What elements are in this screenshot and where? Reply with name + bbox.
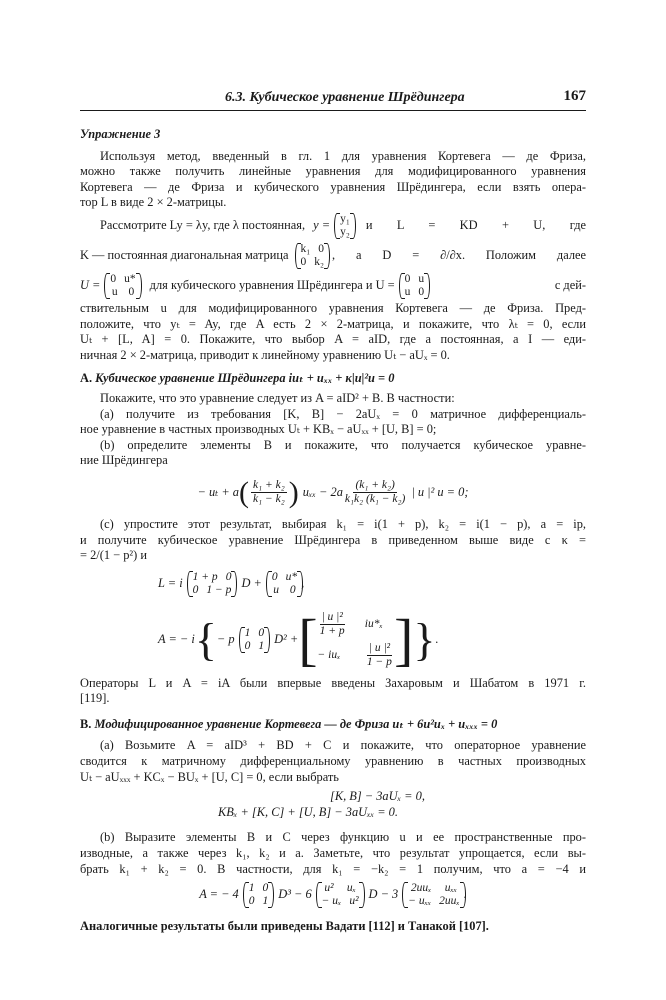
u-mid: для кубического уравнения Шрёдингера и U = <box>149 278 395 293</box>
fraction-numerator: | u |² <box>368 641 391 654</box>
matrix-cell: 0 <box>128 285 135 298</box>
fraction <box>345 479 405 506</box>
matrix-cell: 0 <box>262 882 269 895</box>
matrix-cell: 0 <box>300 255 307 268</box>
paragraph-line: Используя метод, введенный в гл. 1 для уравнения Кортевега — де Фриза, <box>100 148 586 163</box>
fraction <box>251 479 287 506</box>
matrix-cell: − uₓ <box>321 895 342 908</box>
bracket-open: [ <box>298 606 318 672</box>
paragraph-line: [119]. <box>80 691 110 706</box>
matrix-cell: 0 <box>318 242 325 255</box>
eq-p-term: − p <box>216 631 235 646</box>
section-b-heading <box>80 717 586 733</box>
paragraph-line: (a) Возьмите A = aID³ + BD + C и покажите, что операторное уравнение <box>100 738 586 753</box>
matrix <box>268 571 301 597</box>
paragraph-line: (b) Выразите элементы B и C через функцию u и ее пространственные про- <box>100 830 586 845</box>
matrix-cell: iu*ₓ <box>364 617 383 630</box>
matrix-cell: u* <box>285 570 298 583</box>
matrix-cell: u <box>404 285 411 298</box>
matrix-cell: 0 <box>418 285 425 298</box>
identity-matrix <box>241 627 269 653</box>
paragraph-line: можно также получить линейные уравнения для модифицированного уравнения <box>80 164 586 179</box>
header-rule <box>80 110 586 111</box>
fraction-denominator: k₁ − k₂ <box>253 493 285 506</box>
identity-matrix <box>245 882 273 908</box>
fraction-denominator: k₁k₂ (k₁ − k₂) <box>344 493 406 506</box>
matrix <box>318 882 363 908</box>
fraction-numerator: (k₁ + k₂) <box>355 479 395 492</box>
paragraph-line: (a) получите из требования [K, B] − 2aUₓ = 0 матричное дифференциаль- <box>100 406 586 421</box>
eq-tail: . <box>463 887 467 902</box>
fraction <box>367 642 392 669</box>
paragraph-line: брать k₁ + k₂ = 0. В частности, для k₁ = −k₂ = 1 получим, что a = −4 и <box>80 861 586 876</box>
matrix-cell: u <box>273 583 280 596</box>
paragraph-line: Uₜ − aUₓₓₓ + KCₓ − BUₓ + [U, C] = 0, если выбрать <box>80 769 339 784</box>
u-matrix-mkdv <box>401 273 429 299</box>
page-number: 167 <box>563 88 586 104</box>
section-a-title: Кубическое уравнение Шрёдингера iuₜ + uₓₓ + κ|u|²u = 0 <box>95 371 395 386</box>
matrix-cell: u <box>418 272 425 285</box>
matrix-cell: uₓₓ <box>444 882 458 895</box>
matrix-cell: k₁ <box>300 242 311 255</box>
section-b-label: В. <box>80 716 92 731</box>
paragraph-line: сводится к матричному дифференциальному уравнению в частных производных <box>80 754 586 769</box>
eq-lead: L = i <box>158 575 183 590</box>
paragraph-line: (c) упростите этот результат, выбирая k₁ = i(1 + p), k₂ = i(1 − p), a = ip, <box>100 516 586 531</box>
eq-mid: D − 3 <box>368 887 399 902</box>
eq-mid: D + <box>241 575 262 590</box>
consider-text: Рассмотрите Ly = λy, где λ постоянная, <box>100 218 306 233</box>
y-label: y = <box>313 218 331 233</box>
eq-mid: uₓₓ − 2a <box>302 485 343 500</box>
paragraph-line: ное уравнение в частных производных Uₜ + KBₓ − aUₓₓ + [U, B] = 0; <box>80 422 437 437</box>
matrix-cell: − iuₓ <box>317 648 341 661</box>
paragraph-line: положите, что yₜ = Ay, где A есть 2 × 2-матрица, и покажите, что λₜ = 0, если <box>80 316 586 331</box>
matrix-cell: u <box>111 285 118 298</box>
fraction-denominator: 1 − p <box>366 655 392 668</box>
matrix-cell: 0 <box>110 272 117 285</box>
final-line: Аналогичные результаты были приведены Вадати [112] и Танакой [107]. <box>80 919 489 934</box>
eq-mid: D³ − 6 <box>278 887 312 902</box>
matrix-cell: 2uuₓ <box>410 882 432 895</box>
section-a-label: А. <box>80 371 93 386</box>
eq-tail: , <box>301 575 305 590</box>
matrix-cell: k₂ <box>314 255 325 268</box>
equation-L <box>80 564 586 604</box>
paragraph-line: и получите кубическое уравнение Шрёдингера в приведенном выше виде с κ = <box>80 532 586 547</box>
matrix <box>189 571 236 597</box>
equation-A <box>80 604 586 676</box>
matrix-cell: 0 <box>248 895 255 908</box>
paragraph-line: Покажите, что это уравнение следует из A = aID² + B. В частности: <box>100 390 455 405</box>
fraction-numerator: k₁ + k₂ <box>253 479 285 492</box>
eq-tail: | u |² u = 0; <box>411 485 469 500</box>
paragraph-line: = 2/(1 − p²) и <box>80 548 147 563</box>
fraction-numerator: | u |² <box>321 610 343 623</box>
matrix-cell: 1 <box>262 895 269 908</box>
paragraph-line: ние Шрёдингера <box>80 453 168 468</box>
block-matrix <box>318 611 395 669</box>
y-vector <box>336 213 354 239</box>
equation-kb1: [K, B] − 3aUₓ = 0, <box>330 789 425 804</box>
paragraph-line: Кортевега — де Фриза и кубического уравнения Шрёдингера, если взять опера- <box>80 179 586 194</box>
eq-d2: D² + <box>274 631 299 646</box>
u-line <box>80 271 586 301</box>
matrix-cell: 0 <box>225 570 232 583</box>
matrix-cell: 0 <box>271 570 278 583</box>
paragraph-line: изводные, а также через k₁, k₂ и a. Заметьте, что результат упрощается, если вы- <box>80 846 586 861</box>
consider-tail: и L = KD + U, где <box>365 218 586 233</box>
matrix-cell: 1 <box>248 882 255 895</box>
matrix-cell: 0 <box>244 639 251 652</box>
matrix-cell: 1 <box>244 626 251 639</box>
matrix-cell: 1 − p <box>206 583 232 596</box>
paragraph-line: Операторы L и A = iA были впервые введены Захаровым и Шабатом в 1971 г. <box>80 675 586 690</box>
eq-lead: A = − 4 <box>199 887 239 902</box>
paragraph-line: Uₜ + [L, A] = 0. Покажите, что выбор A = aID, где a постоянная, а I — еди- <box>80 332 586 347</box>
matrix-cell: 0 <box>192 583 199 596</box>
paren-close: ) <box>288 475 299 509</box>
brace-open: { <box>194 613 217 665</box>
matrix <box>404 882 463 908</box>
section-a-heading <box>80 371 586 387</box>
section-b-title: Модифицированное уравнение Кортевега — де Фриза uₜ + 6u²uₓ + uₓₓₓ = 0 <box>94 716 498 731</box>
brace-close: } <box>413 613 436 665</box>
u-matrix-schrodinger <box>106 273 139 299</box>
matrix-cell: 0 <box>404 272 411 285</box>
eq-lead: − uₜ + a <box>197 485 239 500</box>
u-lead: U = <box>80 278 101 293</box>
fraction <box>320 611 345 638</box>
equation-A-final <box>80 877 586 913</box>
matrix-cell: − uₓₓ <box>408 895 432 908</box>
paragraph-line: ствительным u для модифицированного уравнения Кортевега — де Фриза. Пред- <box>80 300 586 315</box>
page-header <box>80 88 586 110</box>
matrix-cell: 1 + p <box>192 570 218 583</box>
matrix-cell: y₂ <box>340 225 350 238</box>
paren-open: ( <box>239 475 249 509</box>
paragraph-line: ничная 2 × 2-матрица, приводит к линейному уравнению Uₜ − aUₓ = 0. <box>80 347 450 362</box>
matrix-cell: u* <box>124 272 136 285</box>
matrix-cell: u² <box>349 895 359 908</box>
bracket-close: ] <box>394 606 414 672</box>
eq-lead: A = − i <box>158 631 195 646</box>
matrix-cell: 0 <box>258 626 265 639</box>
matrix-cell: 2uuₓ <box>439 895 460 908</box>
matrix-cell: 0 <box>289 583 296 596</box>
paragraph-line: тор L в виде 2 × 2-матрицы. <box>80 195 227 210</box>
k-matrix <box>297 243 329 269</box>
consider-line <box>80 211 586 241</box>
paragraph-line: (b) определите элементы B и покажите, что получается кубическое уравне- <box>100 437 586 452</box>
page-body <box>80 127 586 935</box>
matrix-cell: uₓ <box>346 882 356 895</box>
matrix-cell: u² <box>324 882 334 895</box>
equation-kb2: KBₓ + [K, C] + [U, B] − 3aUₓₓ = 0. <box>218 804 398 819</box>
k-text: K — постоянная диагональная матрица <box>80 248 289 263</box>
matrix-cell: 1 <box>258 639 265 652</box>
k-tail: , а D = ∂/∂x. Положим далее <box>332 248 586 263</box>
u-tail: с дей- <box>554 278 586 293</box>
k-line <box>80 241 586 271</box>
equation-schrodinger <box>80 469 586 517</box>
exercise-heading: Упражнение 3 <box>80 127 161 141</box>
eq-tail: . <box>435 631 439 646</box>
running-title: 6.3. Кубическое уравнение Шрёдингера <box>225 90 465 105</box>
matrix-cell: y₁ <box>340 212 350 225</box>
fraction-denominator: 1 + p <box>319 624 345 637</box>
